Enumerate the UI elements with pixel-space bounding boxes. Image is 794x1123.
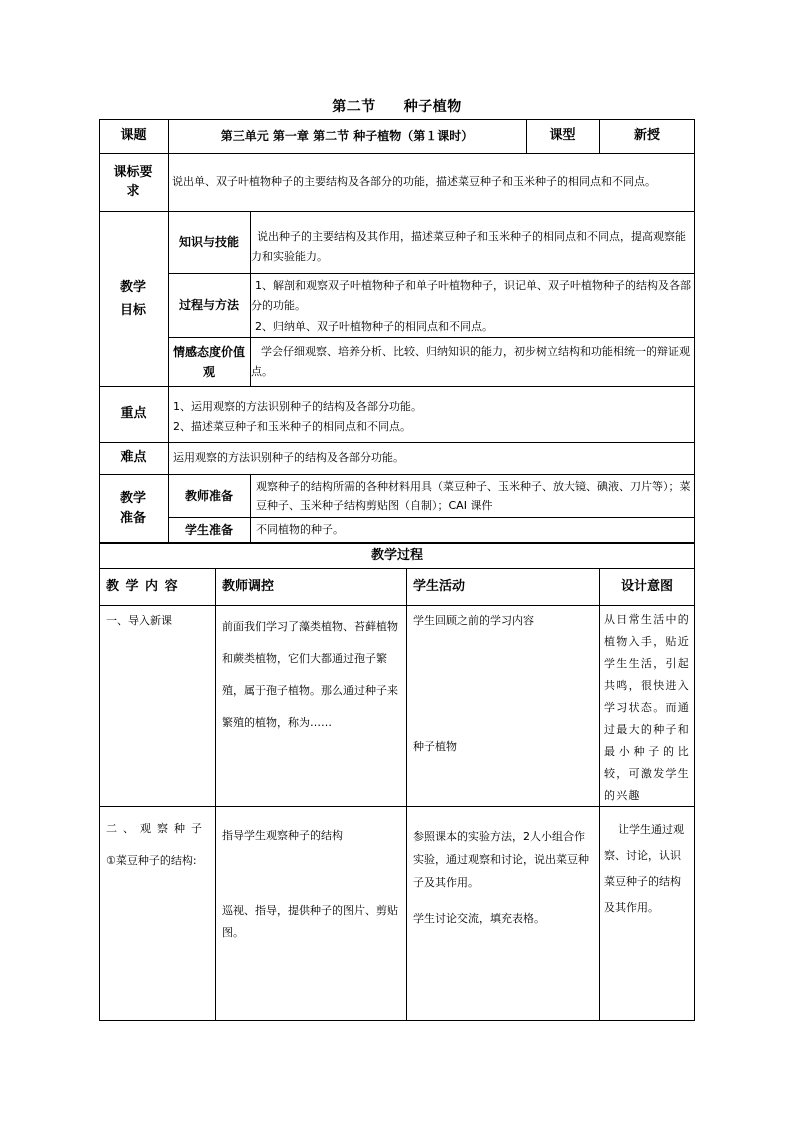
nandian-label: 难点 — [120, 450, 147, 465]
page-title — [0, 96, 794, 116]
zhunbei-label — [115, 474, 151, 543]
kexing-value: 新授 — [633, 128, 660, 143]
title-section: 第二节 — [332, 99, 376, 115]
zhongdian-label: 重点 — [120, 406, 147, 421]
col-header-intent: 设计意图 — [620, 578, 673, 594]
row1-teacher: 前面我们学习了藻类植物、苔藓植物和蕨类植物，它们大都通过孢子繁殖，属于孢子植物。那么通过种子来繁殖的植物，称为…… — [222, 620, 398, 729]
col-header-content: 教 学 内 容 — [106, 578, 179, 594]
row1-student2: 种子植物 — [413, 740, 457, 753]
row2-content1: 二、观察种子 — [106, 822, 208, 835]
student-prep-label: 学生准备 — [184, 523, 233, 537]
mubiao-process-line2: 2、归纳单、双子叶植物种子的相同点和不同点。 — [255, 320, 493, 333]
mubiao-attitude-text: 学会仔细观察、培养分析、比较、归纳知识的能力，初步树立结构和功能相统一的辩证观点。 — [251, 345, 690, 378]
mubiao-knowledge-label: 知识与技能 — [178, 235, 239, 249]
process-heading: 教学过程 — [370, 547, 423, 563]
row2-teacher2: 巡视、指导，提供种子的图片、剪贴图。 — [222, 904, 398, 939]
student-prep-text: 不同植物的种子。 — [256, 523, 344, 536]
mubiao-label — [120, 211, 146, 386]
mubiao-process-label: 过程与方法 — [178, 298, 239, 312]
mubiao-attitude-label — [172, 337, 246, 386]
teacher-prep-text: 观察种子的结构所需的各种材料用具（菜豆种子、玉米种子、放大镜、碘液、刀片等）；菜豆种子、玉米种子结构剪贴图（自制）；CAI 课件 — [256, 480, 691, 512]
zhunbei-label-text: 教学准备 — [119, 490, 146, 526]
zhongdian-line1: 1、运用观察的方法识别种子的结构及各部分功能。 — [173, 400, 422, 413]
kebiao-label-text: 课标要求 — [113, 165, 153, 199]
row2-student2: 学生讨论交流，填充表格。 — [413, 912, 545, 925]
mubiao-attitude-label-text: 情感态度价值观 — [172, 344, 245, 379]
keti-value: 第三单元 第一章 第二节 种子植物（第１课时） — [220, 129, 474, 143]
kebiao-text: 说出单、双子叶植物种子的主要结构及各部分的功能，描述菜豆种子和玉米种子的相同点和不同点。 — [172, 175, 656, 188]
kexing-label: 课型 — [549, 128, 576, 143]
row2-intent: 让学生通过观察、讨论，认识菜豆种子的结构及其作用。 — [604, 823, 684, 914]
row2-content2: ①菜豆种子的结构: — [106, 854, 197, 867]
kebiao-label — [112, 153, 154, 211]
row1-content: 一、导入新课 — [106, 614, 172, 627]
nandian-text: 运用观察的方法识别种子的结构及各部分功能。 — [173, 451, 404, 464]
col-header-student: 学生活动 — [413, 578, 466, 594]
mubiao-process-line1: 1、解剖和观察双子叶植物种子和单子叶植物种子，识记单、双子叶植物种子的结构及各部分的功能。 — [251, 279, 691, 312]
keti-label: 课题 — [120, 128, 147, 143]
zhongdian-line2: 2、描述菜豆种子和玉米种子的相同点和不同点。 — [173, 420, 411, 433]
teacher-prep-label: 教师准备 — [184, 488, 233, 503]
mubiao-knowledge-text: 说出种子的主要结构及其作用，描述菜豆种子和玉米种子的相同点和不同点，提高观察能力和实验能力。 — [251, 230, 686, 263]
row2-teacher1: 指导学生观察种子的结构 — [222, 829, 343, 842]
col-header-teacher: 教师调控 — [222, 578, 275, 594]
row2-student1: 参照课本的实验方法，2人小组合作实验，通过观察和讨论，说出菜豆种子及其作用。 — [413, 830, 589, 889]
row1-intent: 从日常生活中的植物入手，贴近学生生活，引起共鸣，很快进入学习状态。而通过最大的种子和最小种子的比较，可激发学生的兴趣 — [604, 613, 690, 802]
title-topic: 种子植物 — [403, 99, 462, 115]
mubiao-label-text: 教学目标 — [120, 279, 147, 318]
row1-student1: 学生回顾之前的学习内容 — [413, 614, 534, 627]
